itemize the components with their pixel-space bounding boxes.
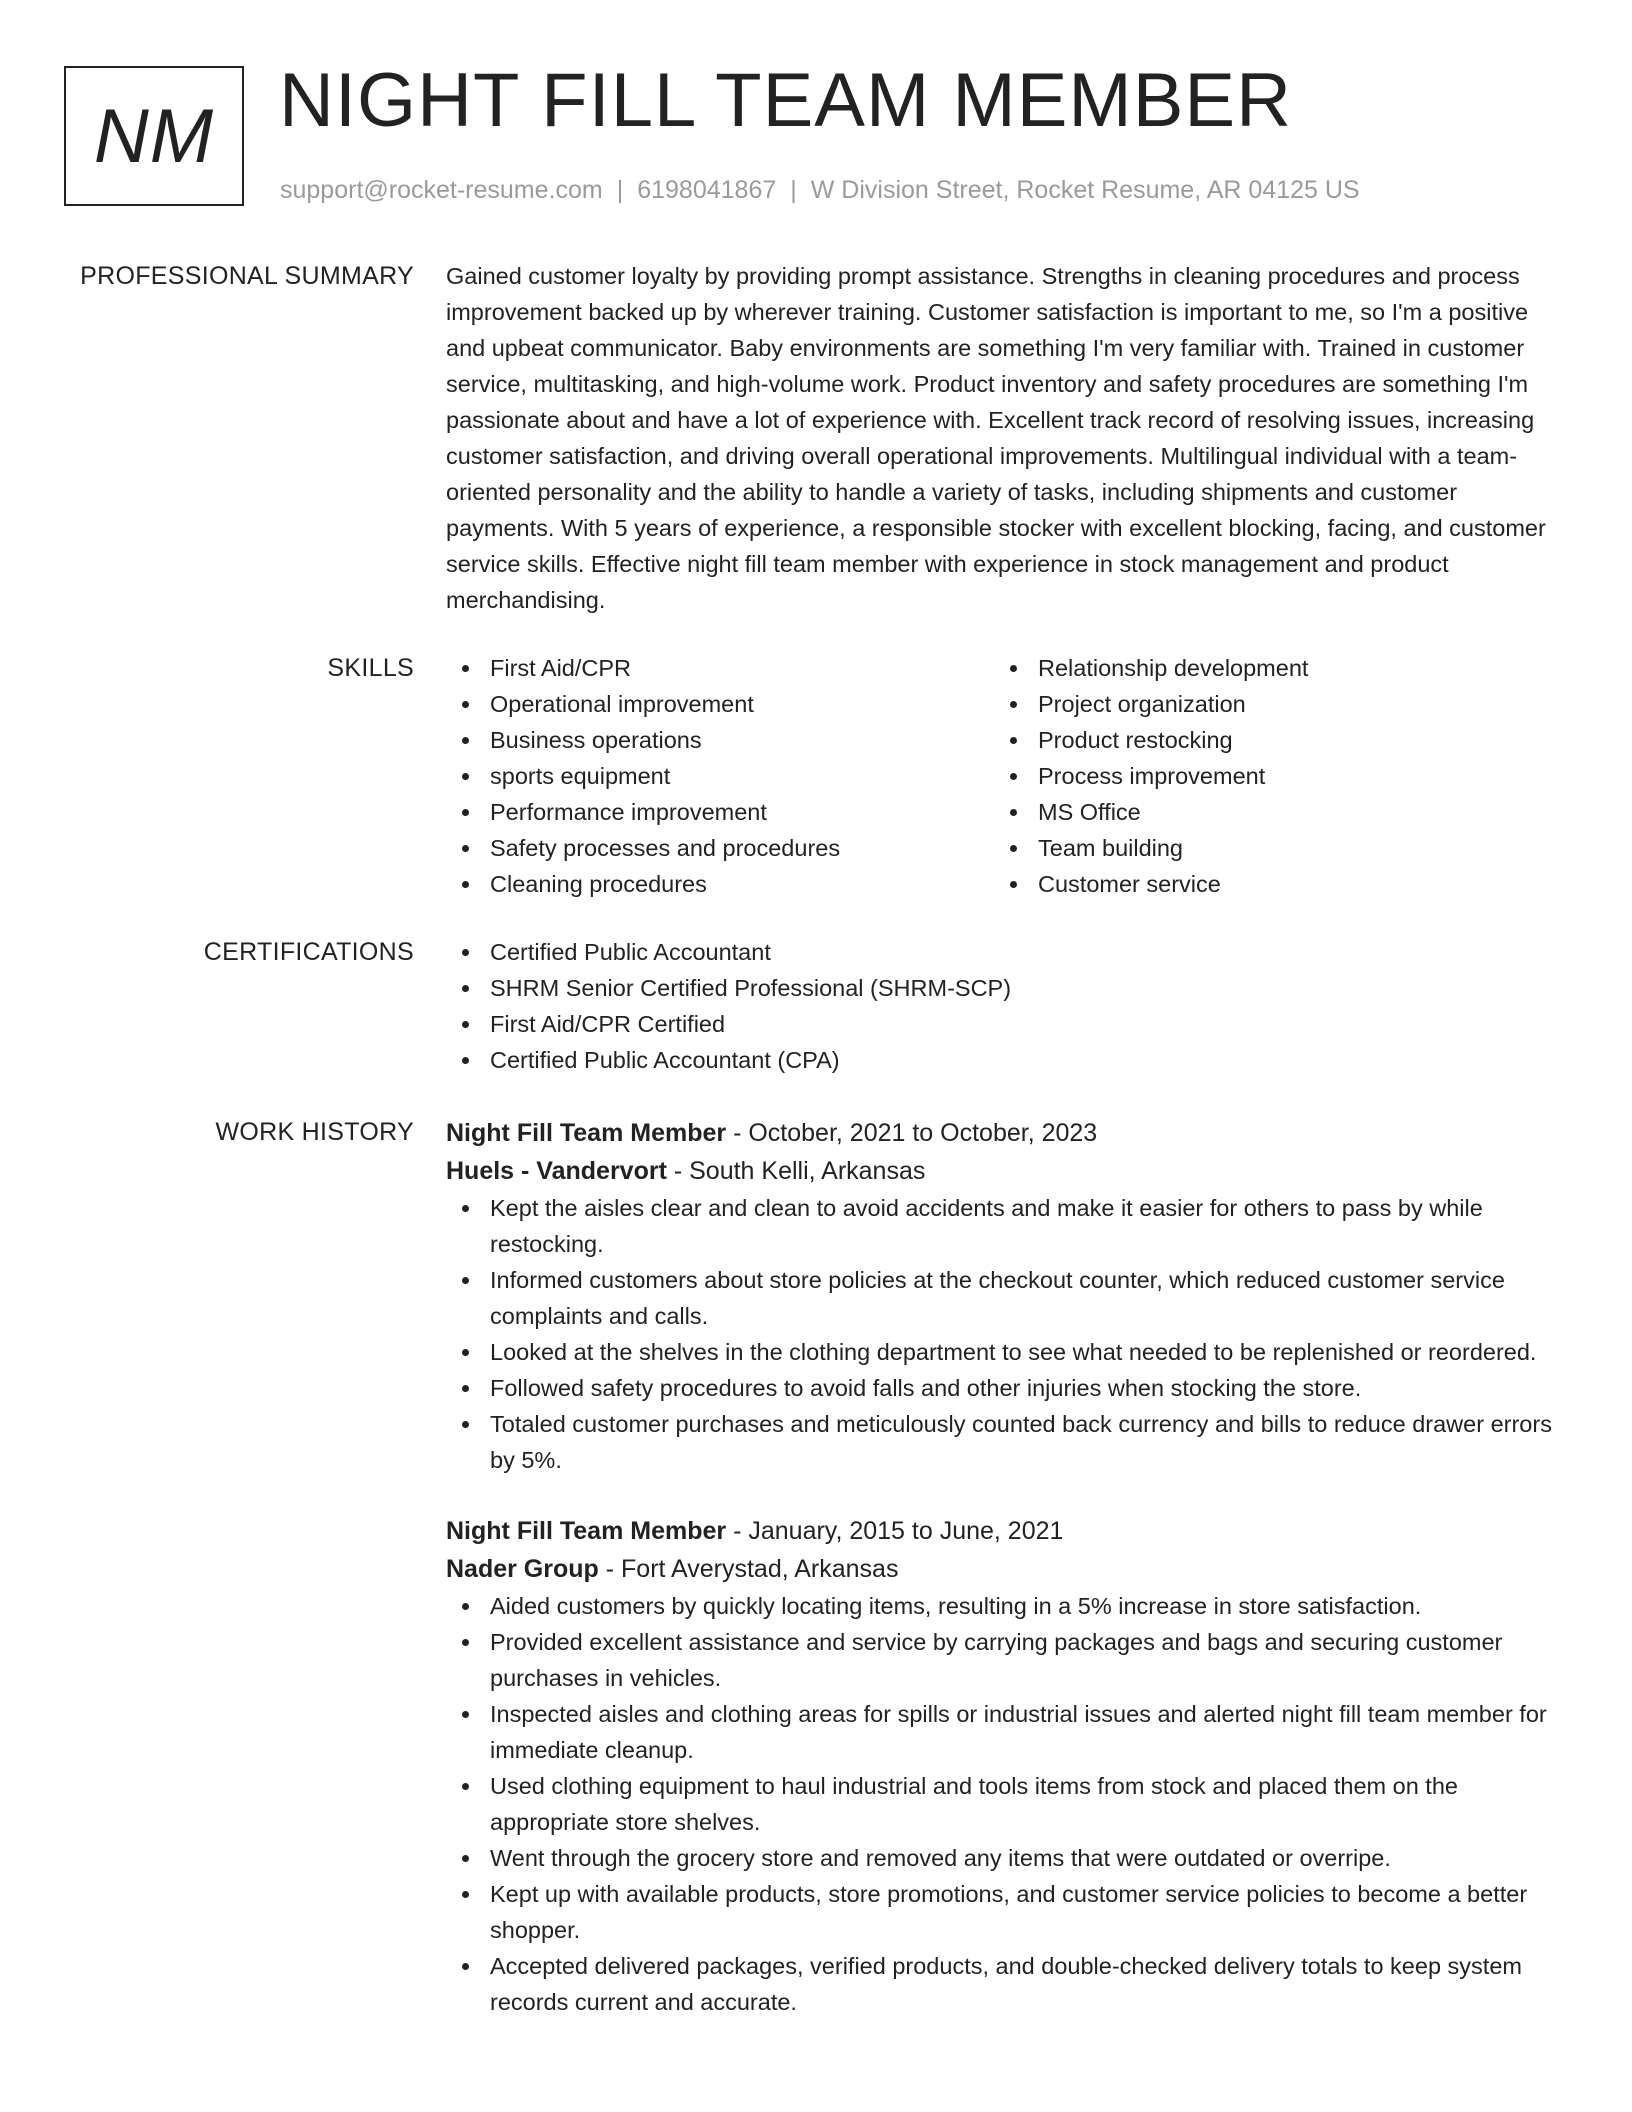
list-item: MS Office xyxy=(994,794,1542,830)
list-item: Process improvement xyxy=(994,758,1542,794)
list-item: Safety processes and procedures xyxy=(446,830,994,866)
summary-text: Gained customer loyalty by providing prompt assistance. Strengths in cleaning procedures and process improvement backed up by wherever training. Customer satisfaction is important to me, so I'm a positive and upbeat communicator. Baby environments are something I'm very familiar with. Trained in customer service, multitasking, and high-volume work. Product inventory and safety procedures are something I'm passionate about and have a lot of experience with. Excellent track record of resolving issues, increasing customer satisfaction, and driving overall operational improvements. Multilingual individual with a team-oriented personality and the ability to handle a variety of tasks, including shipments and customer payments. With 5 years of experience, a responsible stocker with excellent blocking, facing, and customer service skills. Effective night fill team member with experience in stock management and product merchandising. xyxy=(446,263,1546,613)
list-item: Followed safety procedures to avoid falls and other injuries when stocking the store. xyxy=(446,1370,1556,1406)
job-title-line xyxy=(446,1114,1556,1152)
list-item: SHRM Senior Certified Professional (SHRM-SCP) xyxy=(446,970,1556,1006)
contact-separator: | xyxy=(790,176,797,204)
contact-address: W Division Street, Rocket Resume, AR 04125 US xyxy=(810,176,1360,204)
list-item: Product restocking xyxy=(994,722,1542,758)
work-body xyxy=(446,1114,1556,2020)
list-item: Aided customers by quickly locating items, resulting in a 5% increase in store satisfaction. xyxy=(446,1588,1556,1624)
list-item: Used clothing equipment to haul industrial and tools items from stock and placed them on the appropriate store shelves. xyxy=(446,1768,1556,1840)
list-item: Informed customers about store policies at the checkout counter, which reduced customer service complaints and calls. xyxy=(446,1262,1556,1334)
list-item: Certified Public Accountant (CPA) xyxy=(446,1042,1556,1078)
job-entry xyxy=(446,1512,1556,2020)
list-item: sports equipment xyxy=(446,758,994,794)
job-company-line xyxy=(446,1152,1556,1190)
skills-list-left xyxy=(446,650,994,902)
list-item: Project organization xyxy=(994,686,1542,722)
contact-phone: 6198041867 xyxy=(637,176,777,204)
list-item: Operational improvement xyxy=(446,686,994,722)
monogram-box xyxy=(64,66,244,206)
list-item: Customer service xyxy=(994,866,1542,902)
list-item: Kept the aisles clear and clean to avoid accidents and make it easier for others to pass by while restocking. xyxy=(446,1190,1556,1262)
section-label-work: WORK HISTORY xyxy=(215,1118,414,1146)
section-label-summary: PROFESSIONAL SUMMARY xyxy=(80,262,414,290)
job-title: Night Fill Team Member xyxy=(446,1119,727,1147)
list-item: Accepted delivered packages, verified products, and double-checked delivery totals to keep system records current and accurate. xyxy=(446,1948,1556,2020)
job-location: - Fort Averystad, Arkansas xyxy=(598,1555,899,1583)
list-item: Business operations xyxy=(446,722,994,758)
list-item: Inspected aisles and clothing areas for spills or industrial issues and alerted night fill team member for immediate cleanup. xyxy=(446,1696,1556,1768)
job-company: Nader Group xyxy=(446,1555,599,1583)
skills-columns xyxy=(446,650,1556,902)
job-title-line xyxy=(446,1512,1556,1550)
certifications-body xyxy=(446,934,1556,1078)
resume-title: NIGHT FILL TEAM MEMBER xyxy=(279,58,1292,143)
job-location: - South Kelli, Arkansas xyxy=(666,1157,926,1185)
job-company-line xyxy=(446,1550,1556,1588)
contact-separator: | xyxy=(616,176,624,204)
job-dates: - January, 2015 to June, 2021 xyxy=(726,1517,1064,1545)
list-item: Went through the grocery store and removed any items that were outdated or overripe. xyxy=(446,1840,1556,1876)
job-title: Night Fill Team Member xyxy=(446,1517,727,1545)
list-item: Provided excellent assistance and service by carrying packages and bags and securing customer purchases in vehicles. xyxy=(446,1624,1556,1696)
job-company: Huels - Vandervort xyxy=(446,1157,667,1185)
list-item: Looked at the shelves in the clothing department to see what needed to be replenished or reordered. xyxy=(446,1334,1556,1370)
skills-column-left xyxy=(446,650,994,902)
list-item: Cleaning procedures xyxy=(446,866,994,902)
contact-email: support@rocket-resume.com xyxy=(280,176,603,204)
list-item: Team building xyxy=(994,830,1542,866)
list-item: Kept up with available products, store promotions, and customer service policies to become a better shopper. xyxy=(446,1876,1556,1948)
job-bullet-list xyxy=(446,1190,1556,1478)
section-label-certifications: CERTIFICATIONS xyxy=(203,938,414,966)
list-item: Relationship development xyxy=(994,650,1542,686)
job-dates: - October, 2021 to October, 2023 xyxy=(726,1119,1098,1147)
skills-list-right xyxy=(994,650,1542,902)
contact-line xyxy=(280,175,1360,205)
skills-column-right xyxy=(994,650,1542,902)
list-item: Totaled customer purchases and meticulously counted back currency and bills to reduce drawer errors by 5%. xyxy=(446,1406,1556,1478)
job-entry xyxy=(446,1114,1556,1478)
section-label-skills: SKILLS xyxy=(327,654,414,682)
summary-body xyxy=(446,258,1556,618)
list-item: Certified Public Accountant xyxy=(446,934,1556,970)
list-item: First Aid/CPR xyxy=(446,650,994,686)
certifications-list xyxy=(446,934,1556,1078)
list-item: First Aid/CPR Certified xyxy=(446,1006,1556,1042)
list-item: Performance improvement xyxy=(446,794,994,830)
job-bullet-list xyxy=(446,1588,1556,2020)
monogram-initials: NM xyxy=(93,93,215,179)
